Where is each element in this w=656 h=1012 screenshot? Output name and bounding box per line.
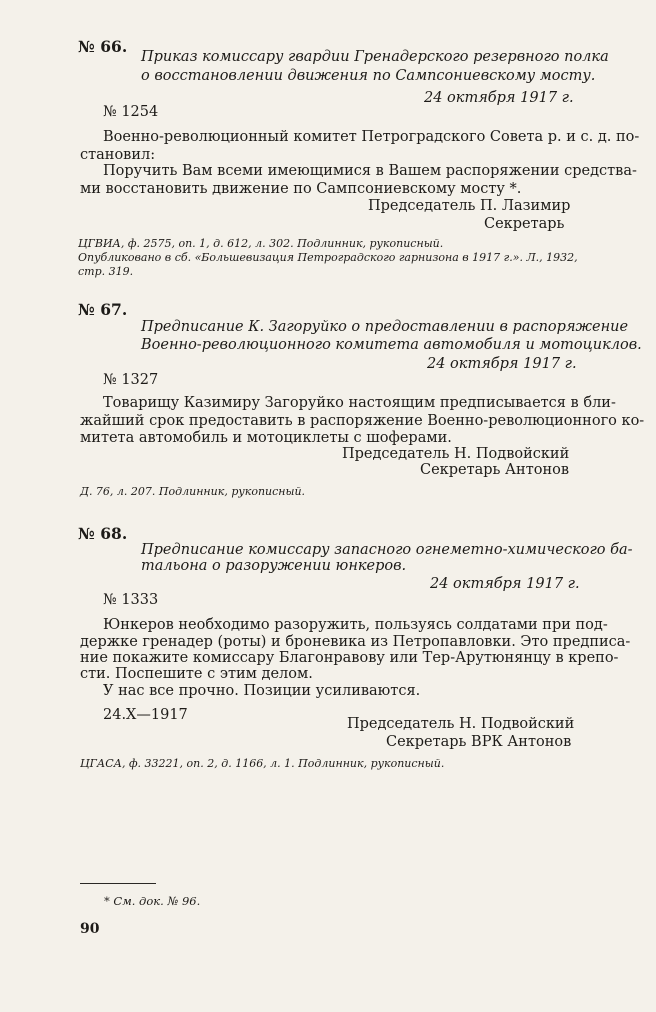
doc66-number: № 66. xyxy=(78,37,128,56)
doc66-source-line1: ЦГВИА, ф. 2575, оп. 1, д. 612, л. 302. Подлинник, рукописный. xyxy=(78,237,444,250)
doc68-body-line5: У нас все прочно. Позиции усиливаются. xyxy=(103,683,421,699)
doc66-source-line2: Опубликовано в сб. «Большевизация Петроградского гарнизона в 1917 г.». Л., 1932, xyxy=(78,251,578,264)
doc66-body-line2: становил: xyxy=(80,147,156,163)
footnote: * См. док. № 96. xyxy=(104,894,201,908)
doc67-body-line3: митета автомобиль и мотоциклеты с шоферами. xyxy=(80,430,452,446)
page-number: 90 xyxy=(80,921,100,937)
doc67-docno: № 1327 xyxy=(103,372,159,388)
doc68-number: № 68. xyxy=(78,524,128,543)
doc67-body-line1: Товарищу Казимиру Загоруйко настоящим предписывается в бли- xyxy=(103,395,616,411)
doc68-title-line2: тальона о разоружении юнкеров. xyxy=(141,558,407,574)
doc66-docno: № 1254 xyxy=(103,104,159,120)
doc66-body-line1: Военно-революционный комитет Петроградского Совета р. и с. д. по- xyxy=(103,129,640,145)
doc67-title-line2: Военно-революционного комитета автомобиля и мотоциклов. xyxy=(141,337,642,353)
doc66-body-line3: Поручить Вам всеми имеющимися в Вашем распоряжении средства- xyxy=(103,163,637,179)
doc66-body-line4: ми восстановить движение по Сампсониевскому мосту *. xyxy=(80,181,522,197)
doc68-body-line1: Юнкеров необходимо разоружить, пользуясь солдатами при под- xyxy=(103,617,608,633)
doc68-dateline: 24.X—1917 xyxy=(103,707,188,723)
doc68-date: 24 октября 1917 г. xyxy=(430,576,580,592)
doc67-number: № 67. xyxy=(78,300,128,319)
doc67-body-line2: жайший срок предоставить в распоряжение Военно-революционного ко- xyxy=(80,413,645,429)
doc66-title-line1: Приказ комиссару гвардии Гренадерского резервного полка xyxy=(141,49,609,65)
doc68-signature-secretary: Секретарь ВРК Антонов xyxy=(386,734,572,750)
doc68-source: ЦГАСА, ф. 33221, оп. 2, д. 1166, л. 1. Подлинник, рукописный. xyxy=(80,757,445,770)
footnote-divider xyxy=(80,883,156,884)
doc68-signature-chair: Председатель Н. Подвойский xyxy=(347,716,575,732)
doc68-body-line2: держке гренадер (роты) и броневика из Петропавловки. Это предписа- xyxy=(80,634,631,650)
doc66-signature-chair: Председатель П. Лазимир xyxy=(368,198,571,214)
doc66-signature-secretary: Секретарь xyxy=(484,216,565,232)
doc67-signature-secretary: Секретарь Антонов xyxy=(420,462,570,478)
doc68-title-line1: Предписание комиссару запасного огнеметно-химического ба- xyxy=(141,542,633,558)
doc67-date: 24 октября 1917 г. xyxy=(427,356,577,372)
doc67-source: Д. 76, л. 207. Подлинник, рукописный. xyxy=(80,485,306,498)
doc67-signature-chair: Председатель Н. Подвойский xyxy=(342,446,570,462)
doc68-body-line3: ние покажите комиссару Благонравову или Тер-Арутюнянцу в крепо- xyxy=(80,650,619,666)
doc67-title-line1: Предписание К. Загоруйко о предоставлении в распоряжение xyxy=(141,319,629,335)
doc66-source-line3: стр. 319. xyxy=(78,265,134,278)
doc66-date: 24 октября 1917 г. xyxy=(424,90,574,106)
doc66-title-line2: о восстановлении движения по Сампсониевскому мосту. xyxy=(141,68,596,84)
doc68-docno: № 1333 xyxy=(103,592,159,608)
doc68-body-line4: сти. Поспешите с этим делом. xyxy=(80,666,313,682)
